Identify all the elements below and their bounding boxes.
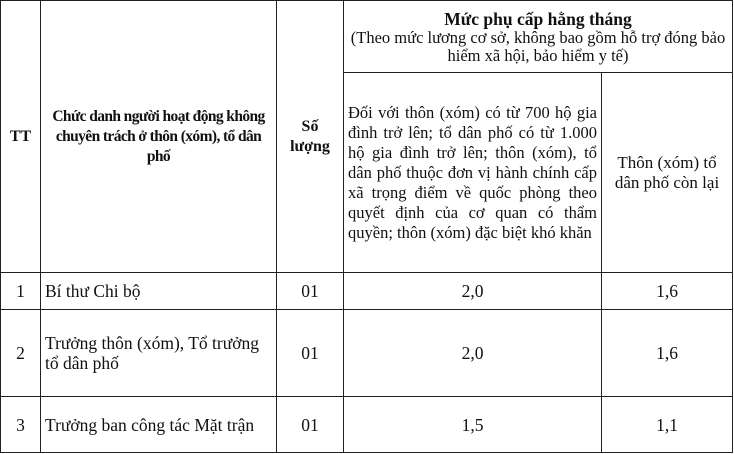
row-quantity: 01 (277, 273, 344, 310)
header-col-special: Đối với thôn (xóm) có từ 700 hộ gia đình trở lên; tổ dân phố có từ 1.000 hộ gia đình trở lên; thôn (xóm), tổ dân phố thuộc đơn vị hành chính cấp xã trọng điểm về quốc phòng theo quyết định của cơ quan có thẩm quyền; thôn (xóm) đặc biệt khó khăn (344, 73, 602, 273)
row-rest-value: 1,6 (602, 310, 733, 397)
row-quantity: 01 (277, 397, 344, 453)
row-tt: 1 (1, 273, 41, 310)
row-position: Bí thư Chi bộ (41, 273, 277, 310)
table-row (1, 310, 733, 397)
row-position: Trưởng ban công tác Mặt trận (41, 397, 277, 453)
row-rest-value: 1,1 (602, 397, 733, 453)
row-special-value: 2,0 (344, 310, 602, 397)
row-special-value: 2,0 (344, 273, 602, 310)
row-tt: 2 (1, 310, 41, 397)
table-row (1, 273, 733, 310)
header-tt: TT (1, 1, 41, 273)
table-row (1, 397, 733, 453)
row-quantity: 01 (277, 310, 344, 397)
row-tt: 3 (1, 397, 41, 453)
header-allowance (344, 1, 733, 73)
row-special-value: 1,5 (344, 397, 602, 453)
row-rest-value: 1,6 (602, 273, 733, 310)
header-position: Chức danh người hoạt động không chuyên trách ở thôn (xóm), tổ dân phố (41, 1, 277, 273)
header-col-rest: Thôn (xóm) tổ dân phố còn lại (602, 73, 733, 273)
row-position: Trưởng thôn (xóm), Tổ trưởng tổ dân phố (41, 310, 277, 397)
header-allowance-note: (Theo mức lương cơ sở, không bao gồm hỗ trợ đóng bảo hiểm xã hội, bảo hiểm y tế) (350, 27, 726, 65)
header-quantity: Số lượng (277, 1, 344, 273)
header-allowance-title: Mức phụ cấp hằng tháng (444, 8, 632, 29)
